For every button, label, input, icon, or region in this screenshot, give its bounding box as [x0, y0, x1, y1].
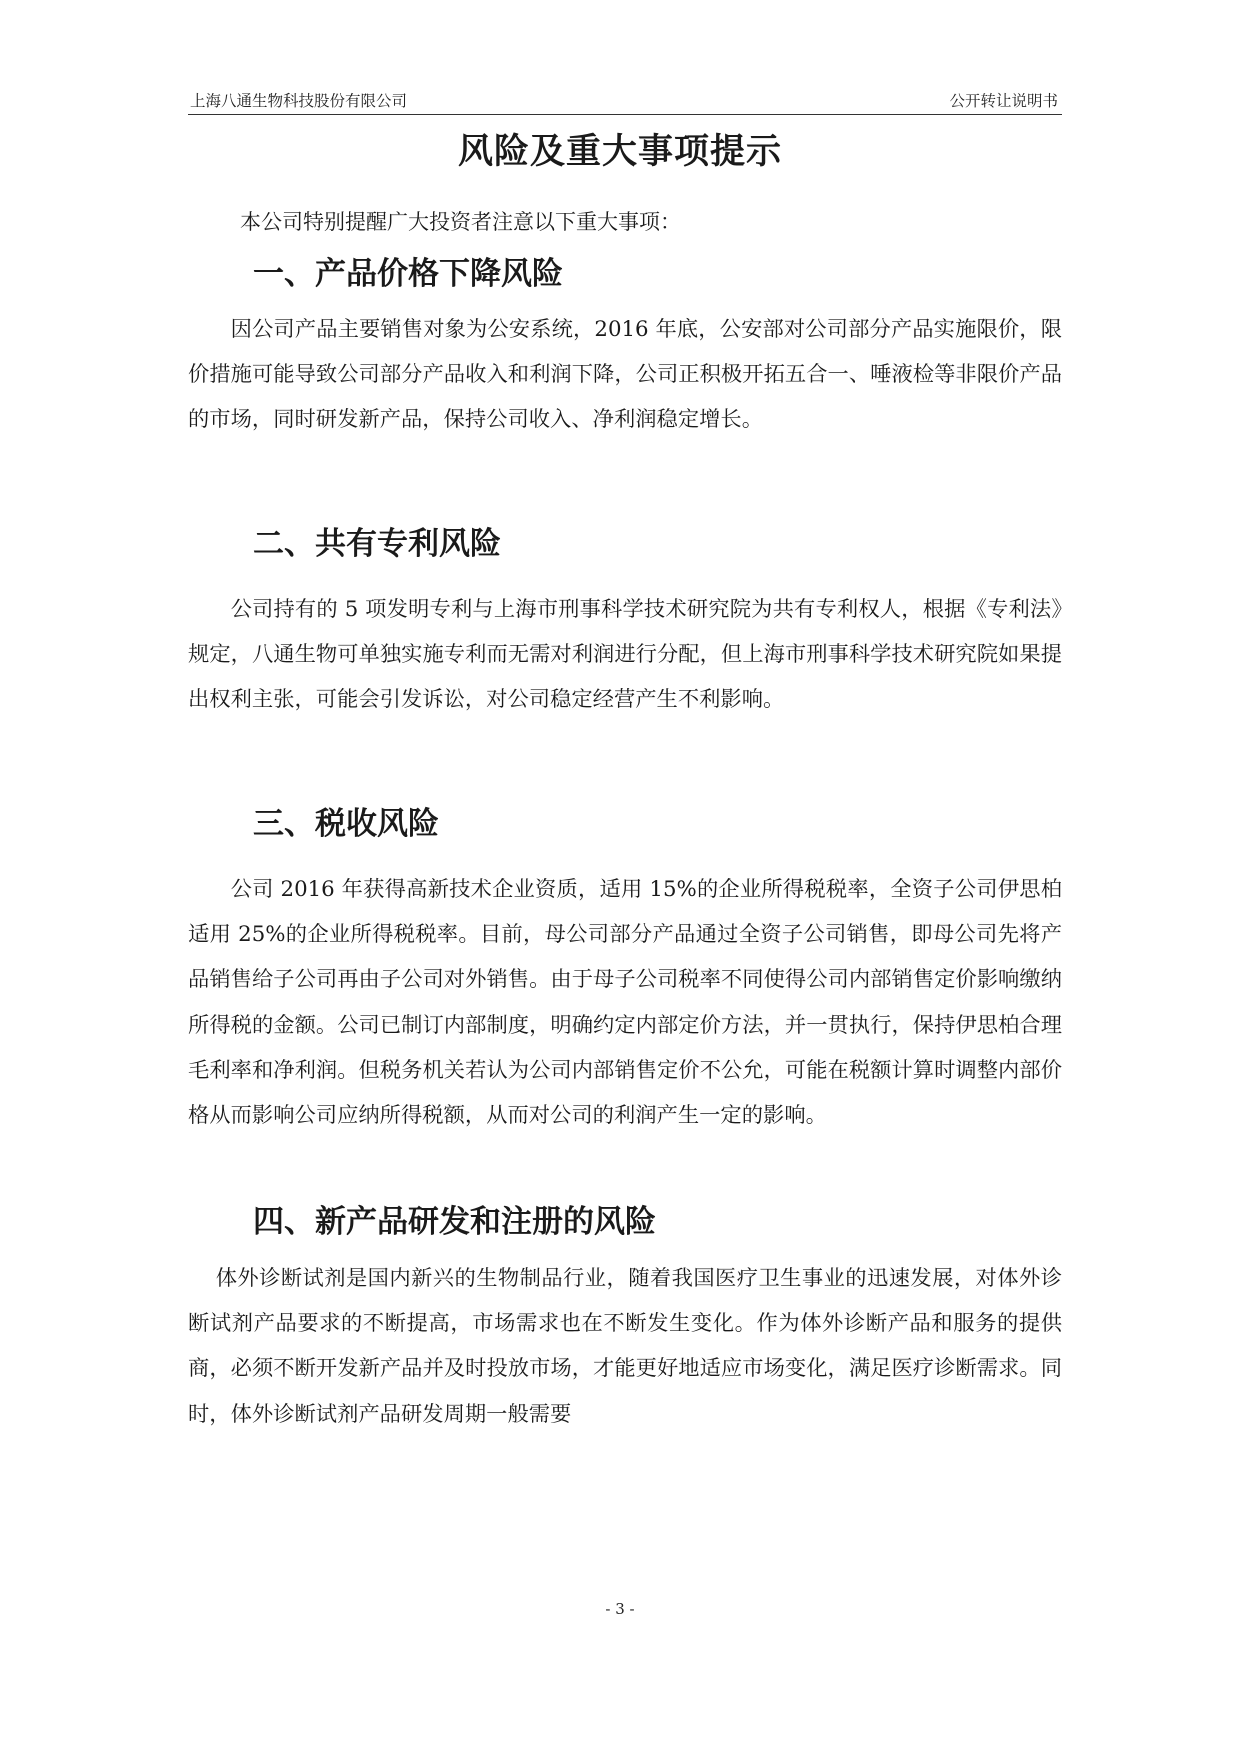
section-heading-price-risk: 一、产品价格下降风险	[253, 256, 563, 292]
section-body-price-risk: 因公司产品主要销售对象为公安系统，2016 年底，公安部对公司部分产品实施限价，限价措施可能导致公司部分产品收入和利润下降，公司正积极开拓五合一、唾液检等非限价产品的市场，同时研发新产品，保持公司收入、净利润稳定增长。	[188, 317, 1062, 433]
section-heading-tax-risk: 三、税收风险	[253, 806, 439, 842]
section-body-rnd-risk: 体外诊断试剂是国内新兴的生物制品行业，随着我国医疗卫生事业的迅速发展，对体外诊断试剂产品要求的不断提高，市场需求也在不断发生变化。作为体外诊断产品和服务的提供商，必须不断开发新产品并及时投放市场，才能更好地适应市场变化，满足医疗诊断需求。同时，体外诊断试剂产品研发周期一般需要	[188, 1266, 1062, 1427]
section-body-patent-risk: 公司持有的 5 项发明专利与上海市刑事科学技术研究院为共有专利权人，根据《专利法》规定，八通生物可单独实施专利而无需对利润进行分配，但上海市刑事科学技术研究院如果提出权利主张，可能会引发诉讼，对公司稳定经营产生不利影响。	[188, 597, 1062, 713]
section-heading-patent-risk: 二、共有专利风险	[253, 526, 501, 562]
page-title: 风险及重大事项提示	[457, 132, 782, 172]
section-heading-rnd-risk: 四、新产品研发和注册的风险	[253, 1204, 656, 1240]
page-number: - 3 -	[605, 1600, 635, 1618]
section-body-tax-risk: 公司 2016 年获得高新技术企业资质，适用 15%的企业所得税税率，全资子公司伊思柏适用 25%的企业所得税税率。目前，母公司部分产品通过全资子公司销售，即母公司先将产品销售给子公司再由子公司对外销售。由于母子公司税率不同使得公司内部销售定价影响缴纳所得税的金额。公司已制订内部制度，明确约定内部定价方法，并一贯执行，保持伊思柏合理毛利率和净利润。但税务机关若认为公司内部销售定价不公允，可能在税额计算时调整内部价格从而影响公司应纳所得税额，从而对公司的利润产生一定的影响。	[188, 877, 1062, 1129]
intro-text: 本公司特别提醒广大投资者注意以下重大事项：	[240, 210, 681, 234]
header-document-type: 公开转让说明书	[949, 92, 1058, 110]
header-company-name: 上海八通生物科技股份有限公司	[190, 92, 408, 110]
page-header	[188, 86, 1062, 115]
